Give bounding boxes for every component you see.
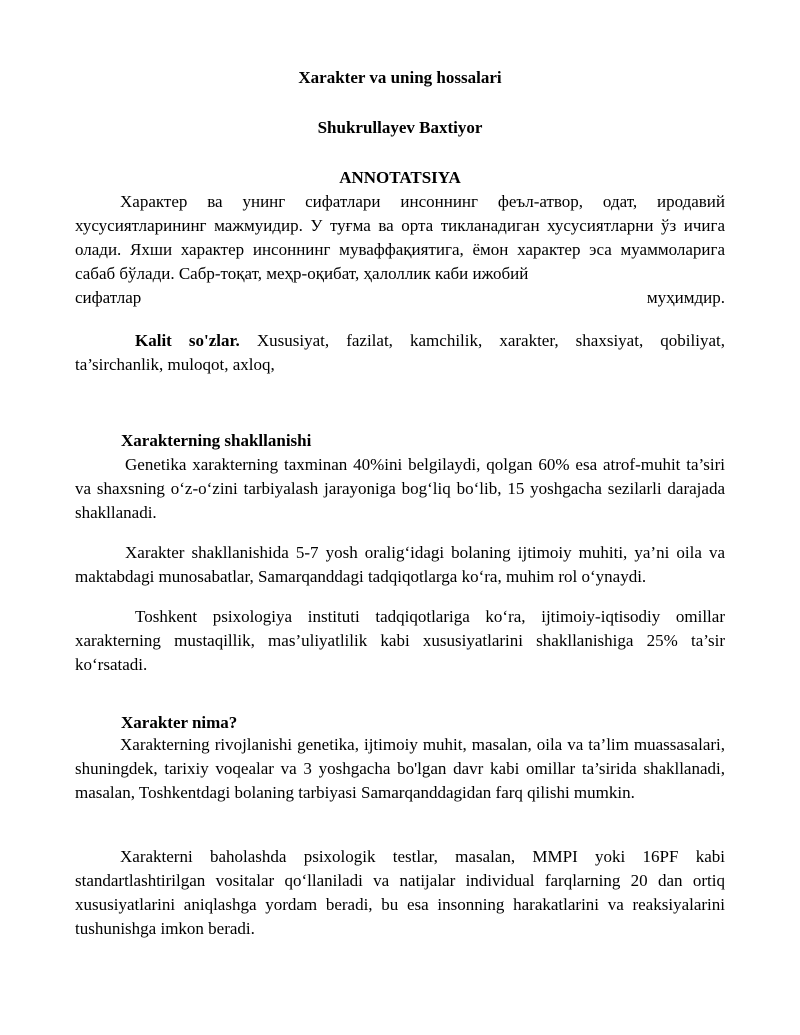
keywords-label: Kalit so'zlar. bbox=[135, 331, 240, 350]
annotation-heading: ANNOTATSIYA bbox=[339, 168, 461, 187]
formation-paragraph-3: Toshkent psixologiya instituti tadqiqotlariga ko‘ra, ijtimoiy-iqtisodiy omillar xarakterning mustaqillik, mas’uliyatlilik kabi xususiyatlarini shakllanishiga 25% ta’sir ko‘rsatadi. bbox=[75, 607, 725, 674]
character-paragraph-1: Xarakterning rivojlanishi genetika, ijtimoiy muhit, masalan, oila va ta’lim muassasalari, shuningdek, tarixiy voqealar va 3 yoshgacha bo'lgan davr kabi omillar ta’sirida shakllanadi, masalan, Toshkentdagi bolaning tarbiyasi Samarqanddagidan farq qilishi mumkin. bbox=[75, 735, 725, 802]
formation-paragraph-1: Genetika xarakterning taxminan 40%ini belgilaydi, qolgan 60% esa atrof-muhit ta’siri va shaxsning o‘z-o‘zini tarbiyalash jarayoniga bog‘liq bo‘lib, 15 yoshgacha sezilarli darajada shakllanadi. bbox=[75, 455, 725, 522]
annotation-text: Характер ва унинг сифатлари инсоннинг феъл-атвор, одат, иродавий хусусиятларининг мажмуидир. У туғма ва орта тикланадиган хусусиятларни ўз ичига олади. Яхши характер инсоннинг муваффақиятига, ёмон характер эса муаммоларига сабаб бўлади. Сабр-тоқат, меҳр-оқибат, ҳалоллик каби ижобий bbox=[75, 192, 725, 283]
section-heading-what-is-character: Xarakter nima? bbox=[121, 713, 238, 732]
author-name: Shukrullayev Baxtiyor bbox=[317, 118, 483, 137]
formation-paragraph-2: Xarakter shakllanishida 5-7 yosh oralig‘idagi bolaning ijtimoiy muhiti, ya’ni oila va maktabdagi munosabatlar, Samarqanddagi tadqiqotlarga ko‘ra, muhim rol o‘ynaydi. bbox=[75, 543, 725, 586]
character-paragraph-2: Xarakterni baholashda psixologik testlar, masalan, MMPI yoki 16PF kabi standartlashtirilgan vositalar qo‘llaniladi va natijalar individual farqlarning 20 dan ortiq xususiyatlarini aniqlashga yordam beradi, bu esa insonning harakatlarini va reaksiyalarini tushunishga imkon beradi. bbox=[75, 847, 725, 938]
document-title: Xarakter va uning hossalari bbox=[298, 68, 502, 87]
annotation-last-line bbox=[75, 286, 725, 310]
annotation-paragraph bbox=[75, 190, 725, 286]
keywords-text: Xususiyat, fazilat, kamchilik, xarakter, shaxsiyat, qobiliyat, ta’sirchanlik, muloqot, axloq, bbox=[75, 331, 725, 374]
section-heading-formation: Xarakterning shakllanishi bbox=[121, 431, 312, 450]
annotation-last-left: сифатлар bbox=[75, 288, 142, 307]
keywords-paragraph bbox=[75, 329, 725, 377]
annotation-last-right: муҳимдир. bbox=[646, 288, 725, 307]
